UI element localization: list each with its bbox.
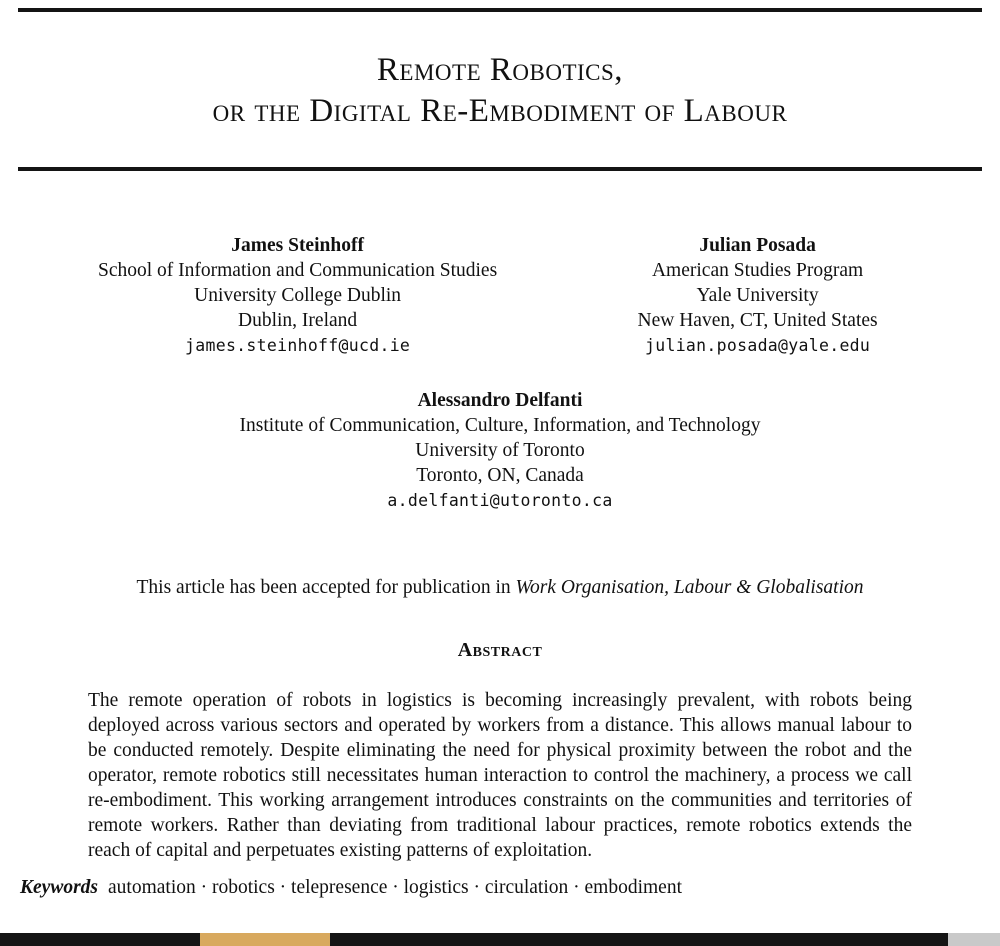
author-name: Alessandro Delfanti — [417, 389, 583, 411]
author-name: James Steinhoff — [231, 234, 364, 256]
paper-title — [0, 50, 1000, 133]
author-affiliation-line: Dublin, Ireland — [238, 309, 358, 331]
author-block-posada — [555, 233, 960, 358]
keywords-list: automation · robotics · telepresence · logistics · circulation · embodiment — [108, 876, 682, 898]
author-block-steinhoff — [40, 233, 555, 358]
author-affiliation-line: University College Dublin — [194, 284, 402, 306]
author-affiliation-line: New Haven, CT, United States — [637, 309, 878, 331]
abstract-body: The remote operation of robots in logistics is becoming increasingly prevalent, with robots being deployed across various sectors and operated by workers from a distance. This allows manual labour to be conducted remotely. Despite eliminating the need for physical proximity between the robot and the operator, remote robotics still necessitates human interaction to control the machinery, a process we call re-embodiment. This working arrangement introduces constraints on the communities and territories of remote workers. Rather than deviating from traditional labour practices, remote robotics extends the reach of capital and perpetuates existing patterns of exploitation. — [88, 689, 912, 861]
title-rule-bottom — [18, 167, 982, 171]
journal-name: Work Organisation, Labour & Globalisation — [515, 576, 864, 598]
next-page-figure-fragment — [200, 933, 330, 946]
title-rule-top — [18, 8, 982, 12]
author-email: julian.posada@yale.edu — [645, 335, 871, 355]
author-email: a.delfanti@utoronto.ca — [387, 490, 613, 510]
author-affiliation-line: Institute of Communication, Culture, Information, and Technology — [239, 414, 761, 436]
author-name: Julian Posada — [699, 234, 816, 256]
next-page-margin-fragment — [948, 933, 1000, 946]
acceptance-note — [0, 577, 1000, 599]
next-page-edge — [0, 933, 1000, 946]
author-email: james.steinhoff@ucd.ie — [185, 335, 411, 355]
author-affiliation-line: American Studies Program — [651, 259, 864, 281]
paper-title-line-1: Remote Robotics, — [376, 52, 624, 88]
author-affiliation-line: University of Toronto — [415, 439, 585, 461]
author-affiliation-line: Yale University — [696, 284, 819, 306]
abstract-heading: Abstract — [457, 638, 543, 661]
keywords-row — [20, 877, 980, 899]
authors-row — [0, 233, 1000, 358]
author-block-delfanti — [120, 388, 880, 513]
acceptance-text: This article has been accepted for publication in — [136, 576, 516, 598]
keywords-label: Keywords — [20, 876, 98, 898]
author-affiliation-line: School of Information and Communication Studies — [98, 259, 498, 281]
author-affiliation-line: Toronto, ON, Canada — [416, 464, 584, 486]
paper-title-line-2: or the Digital Re-Embodiment of Labour — [212, 93, 788, 130]
